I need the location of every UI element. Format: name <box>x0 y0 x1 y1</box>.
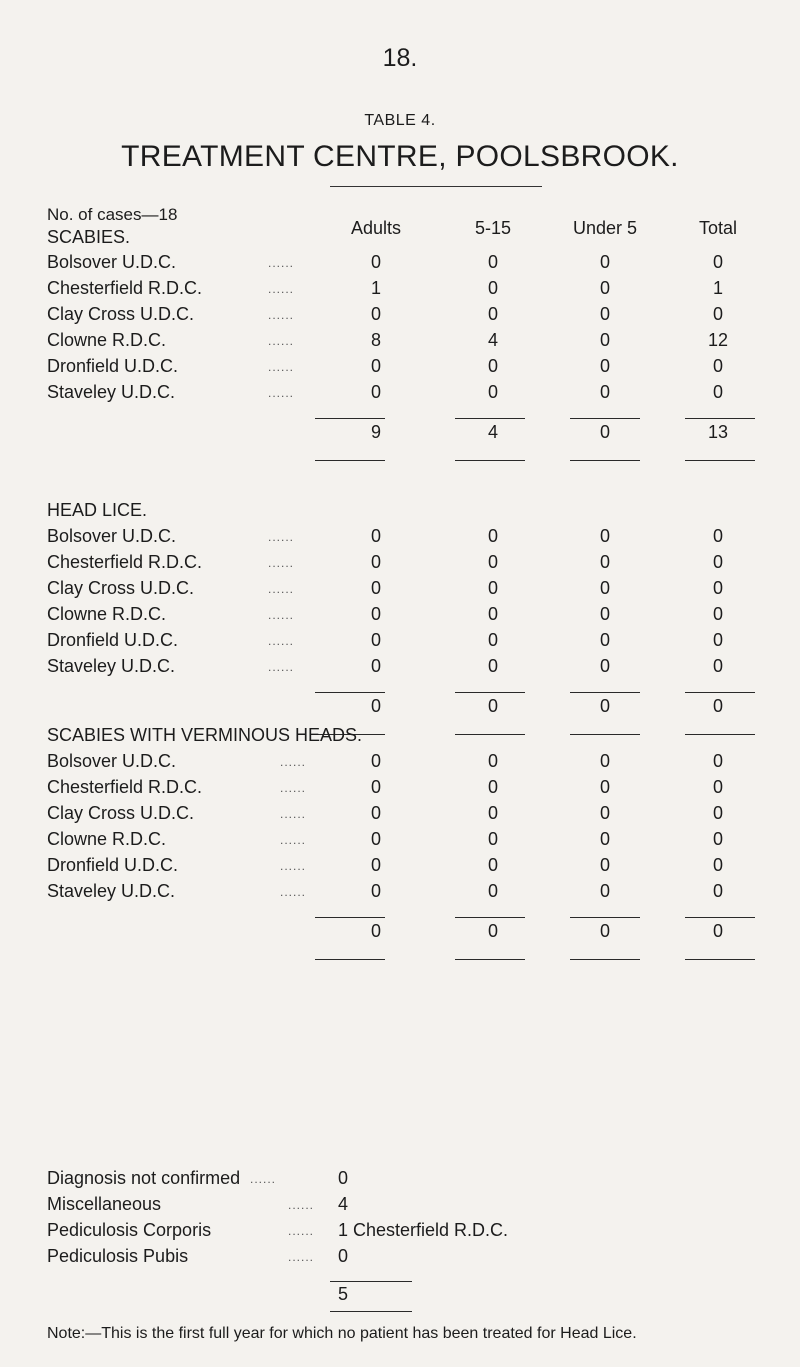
cell-value: 0 <box>487 656 498 676</box>
subtotal-rule <box>315 692 385 693</box>
dot-leader: ...... <box>268 386 295 400</box>
cell-value: 0 <box>370 304 381 324</box>
cell-value: 0 <box>599 855 610 875</box>
column-header-under-5: Under 5 <box>572 218 638 238</box>
cell-value: 0 <box>487 881 498 901</box>
subtotal-rule <box>570 959 640 960</box>
subtotal-rule <box>685 418 755 419</box>
other-row-remark: Chesterfield R.D.C. <box>353 1220 509 1240</box>
cell-value: 0 <box>370 855 381 875</box>
subtotal-rule <box>455 460 525 461</box>
cell-value: 0 <box>370 881 381 901</box>
subtotal-rule <box>570 734 640 735</box>
cell-value: 0 <box>370 578 381 598</box>
row-label: Bolsover U.D.C. <box>47 526 177 546</box>
cell-value: 0 <box>712 751 723 771</box>
row-label: Dronfield U.D.C. <box>47 855 179 875</box>
cell-value: 0 <box>487 526 498 546</box>
dot-leader: ...... <box>280 885 307 899</box>
cell-value: 0 <box>599 330 610 350</box>
total-value: 9 <box>370 422 381 442</box>
cell-value: 0 <box>487 382 498 402</box>
cell-value: 0 <box>712 252 723 272</box>
cell-value: 0 <box>487 803 498 823</box>
cell-value: 1 <box>712 278 723 298</box>
subtotal-rule <box>455 692 525 693</box>
other-total-value: 5 <box>337 1284 348 1304</box>
cell-value: 0 <box>370 252 381 272</box>
row-label: Staveley U.D.C. <box>47 656 176 676</box>
title-underline <box>330 186 542 187</box>
subtotal-rule <box>455 959 525 960</box>
cell-value: 0 <box>712 304 723 324</box>
cell-value: 0 <box>599 526 610 546</box>
other-row-value: 0 <box>337 1246 348 1266</box>
row-label: Clay Cross U.D.C. <box>47 803 195 823</box>
cell-value: 12 <box>707 330 729 350</box>
cell-value: 0 <box>712 777 723 797</box>
cell-value: 0 <box>712 552 723 572</box>
dot-leader: ...... <box>268 256 295 270</box>
cell-value: 0 <box>370 777 381 797</box>
cell-value: 0 <box>599 630 610 650</box>
page-number: 18. <box>382 44 418 72</box>
dot-leader: ...... <box>268 660 295 674</box>
section-heading: HEAD LICE. <box>47 500 148 520</box>
dot-leader: ...... <box>250 1172 277 1186</box>
cell-value: 0 <box>487 751 498 771</box>
cell-value: 0 <box>712 356 723 376</box>
subtotal-rule <box>455 734 525 735</box>
cell-value: 0 <box>599 777 610 797</box>
cell-value: 0 <box>487 855 498 875</box>
cell-value: 0 <box>487 777 498 797</box>
dot-leader: ...... <box>268 634 295 648</box>
cell-value: 0 <box>712 803 723 823</box>
table-label: TABLE 4. <box>364 112 436 129</box>
page-title: TREATMENT CENTRE, POOLSBROOK. <box>121 140 679 173</box>
cell-value: 0 <box>599 304 610 324</box>
cell-value: 0 <box>599 881 610 901</box>
total-value: 0 <box>599 921 610 941</box>
cell-value: 8 <box>370 330 381 350</box>
cell-value: 0 <box>487 252 498 272</box>
row-label: Clowne R.D.C. <box>47 330 167 350</box>
cell-value: 0 <box>599 252 610 272</box>
dot-leader: ...... <box>288 1198 315 1212</box>
dot-leader: ...... <box>280 755 307 769</box>
cell-value: 0 <box>370 356 381 376</box>
cell-value: 0 <box>487 630 498 650</box>
row-label: Staveley U.D.C. <box>47 382 176 402</box>
other-total-rule <box>330 1311 412 1312</box>
row-label: Chesterfield R.D.C. <box>47 278 203 298</box>
subtotal-rule <box>570 418 640 419</box>
other-row-label: Pediculosis Pubis <box>47 1246 189 1266</box>
row-label: Bolsover U.D.C. <box>47 751 177 771</box>
total-value: 4 <box>487 422 498 442</box>
dot-leader: ...... <box>280 781 307 795</box>
cell-value: 0 <box>599 803 610 823</box>
cell-value: 0 <box>599 278 610 298</box>
dot-leader: ...... <box>280 807 307 821</box>
total-value: 0 <box>712 696 723 716</box>
cell-value: 0 <box>370 656 381 676</box>
footnote: Note:—This is the first full year for which no patient has been treated for Head Lice. <box>47 1325 637 1342</box>
dot-leader: ...... <box>288 1250 315 1264</box>
total-value: 0 <box>599 696 610 716</box>
row-label: Chesterfield R.D.C. <box>47 552 203 572</box>
total-value: 0 <box>487 921 498 941</box>
cell-value: 0 <box>599 552 610 572</box>
cell-value: 0 <box>370 382 381 402</box>
dot-leader: ...... <box>268 334 295 348</box>
cell-value: 0 <box>712 630 723 650</box>
section-heading: SCABIES WITH VERMINOUS HEADS. <box>47 725 363 745</box>
dot-leader: ...... <box>268 282 295 296</box>
cell-value: 0 <box>370 526 381 546</box>
cell-value: 0 <box>370 630 381 650</box>
column-header-5-15: 5-15 <box>474 218 512 238</box>
dot-leader: ...... <box>280 833 307 847</box>
cell-value: 0 <box>487 604 498 624</box>
cell-value: 0 <box>599 356 610 376</box>
row-label: Clay Cross U.D.C. <box>47 304 195 324</box>
other-row-value: 1 <box>337 1220 348 1240</box>
total-value: 13 <box>707 422 729 442</box>
subtotal-rule <box>685 734 755 735</box>
dot-leader: ...... <box>268 582 295 596</box>
cell-value: 0 <box>712 382 723 402</box>
table-caption-line1: No. of cases—18 <box>47 205 178 224</box>
subtotal-rule <box>685 460 755 461</box>
subtotal-rule <box>685 917 755 918</box>
cell-value: 0 <box>712 855 723 875</box>
subtotal-rule <box>570 692 640 693</box>
cell-value: 0 <box>487 552 498 572</box>
subtotal-rule <box>315 460 385 461</box>
total-value: 0 <box>487 696 498 716</box>
cell-value: 0 <box>599 604 610 624</box>
cell-value: 0 <box>712 578 723 598</box>
cell-value: 0 <box>599 751 610 771</box>
other-row-value: 0 <box>337 1168 348 1188</box>
cell-value: 0 <box>487 356 498 376</box>
total-value: 0 <box>712 921 723 941</box>
total-value: 0 <box>599 422 610 442</box>
cell-value: 0 <box>487 578 498 598</box>
cell-value: 0 <box>370 751 381 771</box>
cell-value: 0 <box>487 278 498 298</box>
dot-leader: ...... <box>268 556 295 570</box>
cell-value: 0 <box>712 656 723 676</box>
other-row-value: 4 <box>337 1194 348 1214</box>
cell-value: 0 <box>370 829 381 849</box>
row-label: Clowne R.D.C. <box>47 829 167 849</box>
cell-value: 0 <box>370 604 381 624</box>
row-label: Dronfield U.D.C. <box>47 356 179 376</box>
subtotal-rule <box>315 917 385 918</box>
row-label: Bolsover U.D.C. <box>47 252 177 272</box>
row-label: Dronfield U.D.C. <box>47 630 179 650</box>
subtotal-rule <box>455 418 525 419</box>
other-row-label: Diagnosis not confirmed <box>47 1168 241 1188</box>
cell-value: 0 <box>487 304 498 324</box>
dot-leader: ...... <box>288 1224 315 1238</box>
cell-value: 4 <box>487 330 498 350</box>
cell-value: 0 <box>712 881 723 901</box>
cell-value: 0 <box>712 829 723 849</box>
row-label: Clay Cross U.D.C. <box>47 578 195 598</box>
subtotal-rule <box>685 959 755 960</box>
subtotal-rule <box>315 959 385 960</box>
cell-value: 0 <box>599 382 610 402</box>
dot-leader: ...... <box>268 530 295 544</box>
cell-value: 0 <box>712 526 723 546</box>
cell-value: 0 <box>487 829 498 849</box>
subtotal-rule <box>315 418 385 419</box>
cell-value: 0 <box>599 656 610 676</box>
total-value: 0 <box>370 696 381 716</box>
cell-value: 0 <box>599 829 610 849</box>
dot-leader: ...... <box>268 360 295 374</box>
subtotal-rule <box>570 460 640 461</box>
other-row-label: Pediculosis Corporis <box>47 1220 212 1240</box>
dot-leader: ...... <box>268 608 295 622</box>
dot-leader: ...... <box>268 308 295 322</box>
total-value: 0 <box>370 921 381 941</box>
dot-leader: ...... <box>280 859 307 873</box>
other-row-label: Miscellaneous <box>47 1194 162 1214</box>
cell-value: 1 <box>370 278 381 298</box>
subtotal-rule <box>570 917 640 918</box>
cell-value: 0 <box>370 552 381 572</box>
row-label: Clowne R.D.C. <box>47 604 167 624</box>
other-total-rule <box>330 1281 412 1282</box>
subtotal-rule <box>455 917 525 918</box>
cell-value: 0 <box>712 604 723 624</box>
cell-value: 0 <box>370 803 381 823</box>
column-header-total: Total <box>698 218 738 238</box>
subtotal-rule <box>685 692 755 693</box>
table-caption-line2: SCABIES. <box>47 227 131 247</box>
row-label: Staveley U.D.C. <box>47 881 176 901</box>
row-label: Chesterfield R.D.C. <box>47 777 203 797</box>
cell-value: 0 <box>599 578 610 598</box>
column-header-adults: Adults <box>350 218 402 238</box>
